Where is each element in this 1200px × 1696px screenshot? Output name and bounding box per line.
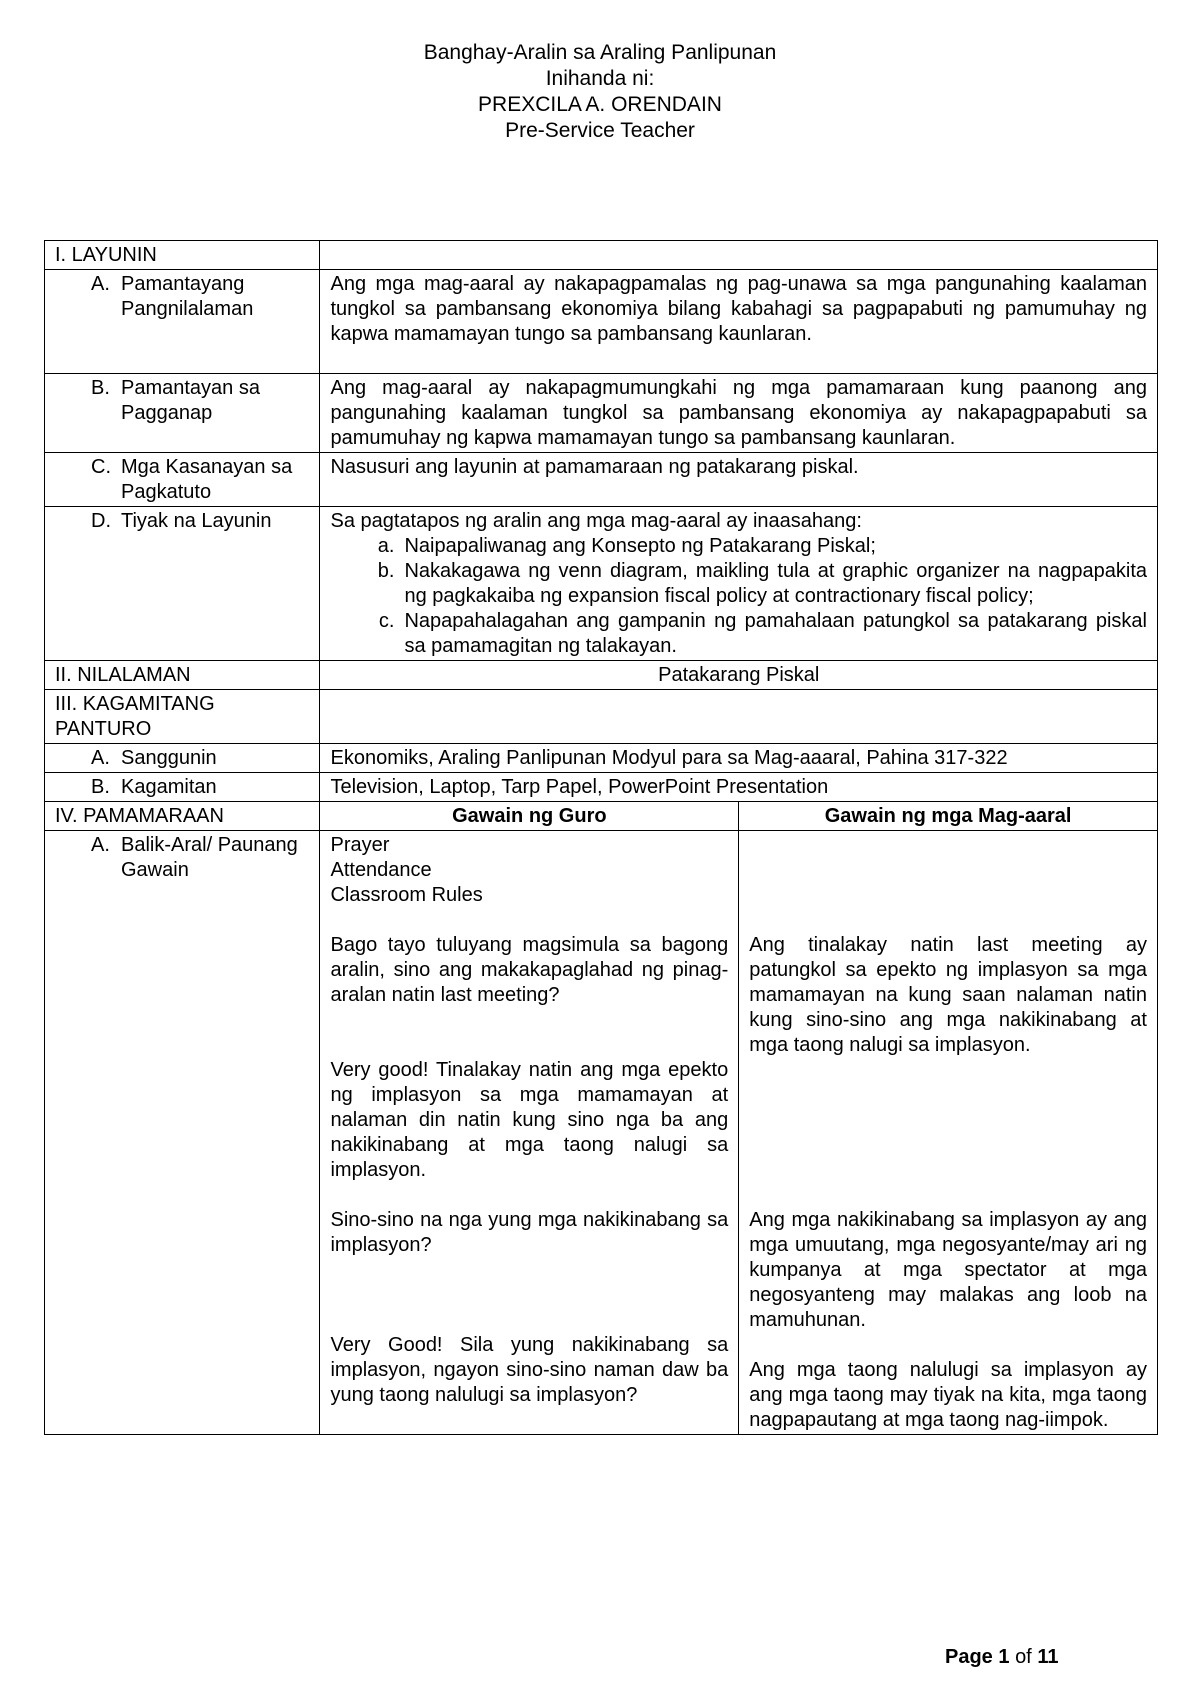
row-content (320, 507, 1158, 661)
row-content: Ekonomiks, Araling Panlipunan Modyul para sa Mag-aaaral, Pahina 317-322 (320, 744, 1158, 773)
table-row (45, 802, 1158, 831)
table-row: B. Kagamitan Television, Laptop, Tarp Papel, PowerPoint Presentation (45, 773, 1158, 802)
student-line: Ang tinalakay natin last meeting ay patungkol sa epekto ng implasyon sa mga mamamayan na kung saan nalaman natin kung sino-sino ang mga nakikinabang at mga taong nalugi sa implasyon. (749, 934, 1147, 1056)
row-label: Kagamitan (121, 776, 217, 798)
header-author: PREXCILA A. ORENDAIN (478, 93, 722, 116)
table-row: C. Mga Kasanayan sa Pagkatuto Nasusuri ang layunin at pamamaraan ng patakarang piskal. (45, 453, 1158, 507)
table-row: B. Pamantayan sa Pagganap Ang mag-aaral ay nakapagmumungkahi ng mga pamamaraan kung paanong ang pangunahing kaalaman tungkol sa pambansang ekonomiya ay nakapagpapabuti sa pamumuhay ng kapwa mamamayan tungo sa pambansang kaunlaran. (45, 374, 1158, 453)
document-header (0, 40, 1200, 144)
objectives-list (330, 534, 1147, 659)
list-item: c. Napapahalagahan ang gampanin ng pamahalaan patungkol sa patakarang piskal sa pamamagitan ng talakayan. (378, 610, 1147, 657)
table-row (45, 690, 1158, 744)
lesson-plan-table (44, 240, 1158, 1435)
row-label: Tiyak na Layunin (121, 510, 272, 532)
section-heading: III. KAGAMITANG PANTURO (45, 690, 320, 744)
teacher-line: Sino-sino na nga yung mga nakikinabang sa implasyon? (330, 1209, 729, 1256)
column-header-magaaral: Gawain ng mga Mag-aaral (739, 802, 1158, 831)
section-heading: II. NILALAMAN (45, 661, 320, 690)
table-row (45, 241, 1158, 270)
header-title: Banghay-Aralin sa Araling Panlipunan (423, 41, 777, 64)
student-line: Ang mga taong nalulugi sa implasyon ay ang mga taong may tiyak na kita, mga taong nagpapautang at mga taong nag-iimpok. (749, 1359, 1147, 1431)
table-row: A. Balik-Aral/ Paunang Gawain Prayer Attendance Classroom Rules Bago tayo tuluyang magsimula sa bagong aralin, sino ang makakapaglahad ng pinag-aralan natin last meeting? Very good! Tinalakay natin ang mga epekto ng implasyon sa mga mamamayan at nalaman din natin kung sino nga ba ang nakikinabang at mga taong nalugi sa implasyon. Sino-sino na nga yung mga nakikinabang sa implasyon? Very Good! Sila yung nakikinabang sa implasyon, ngayon sino-sino naman daw ba yung taong nalulugi sa implasyon? Ang tinalakay natin last meeting ay patungkol sa epekto ng implasyon sa mga mamamayan na kung saan nalaman natin kung sino-sino ang mga nakikinabang at mga taong nalugi sa implasyon. Ang mga nakikinabang sa implasyon ay ang mga umuutang, mga negosyante/may ari ng kumpanya at mga spectator at mga negosyanteng may malakas ang loob na mamuhunan. Ang mga taong nalulugi sa implasyon ay ang mga taong may tiyak na kita, mga taong nagpapautang at mga taong nag-iimpok. (45, 831, 1158, 1435)
student-line: Ang mga nakikinabang sa implasyon ay ang mga umuutang, mga negosyante/may ari ng kumpanya at mga spectator at mga negosyanteng may malakas ang loob na mamuhunan. (749, 1209, 1147, 1331)
row-content: Ang mag-aaral ay nakapagmumungkahi ng mga pamamaraan kung paanong ang pangunahing kaalaman tungkol sa pambansang ekonomiya ay nakapagpapabuti sa pamumuhay ng kapwa mamamayan tungo sa pambansang kaunlaran. (320, 374, 1158, 453)
row-label: Sanggunin (121, 747, 217, 769)
header-prepared-by: Inihanda ni: (545, 67, 655, 90)
column-header-guro: Gawain ng Guro (320, 802, 739, 831)
list-item: b. Nakakagawa ng venn diagram, maikling tula at graphic organizer na nagpapakita ng pagkakaiba ng expansion fiscal policy at contractionary fiscal policy; (377, 560, 1147, 607)
table-row (45, 661, 1158, 690)
row-label: Mga Kasanayan sa Pagkatuto (121, 456, 293, 503)
teacher-line: Very Good! Sila yung nakikinabang sa implasyon, ngayon sino-sino naman daw ba yung taong nalulugi sa implasyon? (330, 1334, 729, 1406)
student-activity (739, 831, 1158, 1435)
objectives-intro: Sa pagtatapos ng aralin ang mga mag-aaral ay inaasahang: (330, 510, 862, 532)
row-content: Nasusuri ang layunin at pamamaraan ng patakarang piskal. (320, 453, 1158, 507)
row-content: Television, Laptop, Tarp Papel, PowerPoint Presentation (320, 773, 1158, 802)
list-item: a. Naipapaliwanag ang Konsepto ng Patakarang Piskal; (377, 535, 876, 557)
page-number: Page 1 of 11 (945, 1646, 1059, 1668)
row-label: Balik-Aral/ Paunang Gawain (121, 834, 298, 881)
table-row: A. Sanggunin Ekonomiks, Araling Panlipunan Modyul para sa Mag-aaaral, Pahina 317-322 (45, 744, 1158, 773)
section-heading: I. LAYUNIN (45, 241, 320, 270)
teacher-activity: Prayer Attendance Classroom Rules Bago tayo tuluyang magsimula sa bagong aralin, sino ang makakapaglahad ng pinag-aralan natin last meeting? Very good! Tinalakay natin ang mga epekto ng implasyon sa mga mamamayan at nalaman din natin kung sino nga ba ang nakikinabang at mga taong nalugi sa implasyon. Sino-sino na nga yung mga nakikinabang sa implasyon? Very Good! Sila yung nakikinabang sa implasyon, ngayon sino-sino naman daw ba yung taong nalulugi sa implasyon? (320, 831, 739, 1435)
section-heading: IV. PAMAMARAAN (45, 802, 320, 831)
row-label: Pamantayan sa Pagganap (121, 377, 260, 424)
teacher-line: Bago tayo tuluyang magsimula sa bagong aralin, sino ang makakapaglahad ng pinag-aralan natin last meeting? (330, 934, 729, 1006)
table-row: D. Tiyak na Layunin Sa pagtatapos ng aralin ang mga mag-aaral ay inaasahang: a. Naipapaliwanag ang Konsepto ng Patakarang Piskal; b. Nakakagawa ng venn diagram, maikling tula at graphic organizer na nagpapakita ng pagkakaiba ng expansion fiscal policy at contractionary fiscal policy; c. Napapahalagahan ang gampanin ng pamahalaan patungkol sa patakarang piskal sa pamamagitan ng talakayan. (45, 507, 1158, 661)
content-topic: Patakarang Piskal (320, 661, 1158, 690)
header-role: Pre-Service Teacher (505, 119, 695, 142)
row-label: Pamantayang Pangnilalaman (121, 273, 254, 320)
table-row: A. Pamantayang Pangnilalaman Ang mga mag-aaral ay nakapagpamalas ng pag-unawa sa mga pangunahing kaalaman tungkol sa pambansang ekonomiya bilang kabahagi sa pagpapabuti ng pamumuhay ng kapwa mamamayan tungo sa pambansang kaunlaran. (45, 270, 1158, 374)
teacher-line: Very good! Tinalakay natin ang mga epekto ng implasyon sa mga mamamayan at nalaman din natin kung sino nga ba ang nakikinabang at mga taong nalugi sa implasyon. (330, 1059, 729, 1181)
row-content: Ang mga mag-aaral ay nakapagpamalas ng pag-unawa sa mga pangunahing kaalaman tungkol sa pambansang ekonomiya bilang kabahagi sa pagpapabuti ng pamumuhay ng kapwa mamamayan tungo sa pambansang kaunlaran. (320, 270, 1158, 374)
